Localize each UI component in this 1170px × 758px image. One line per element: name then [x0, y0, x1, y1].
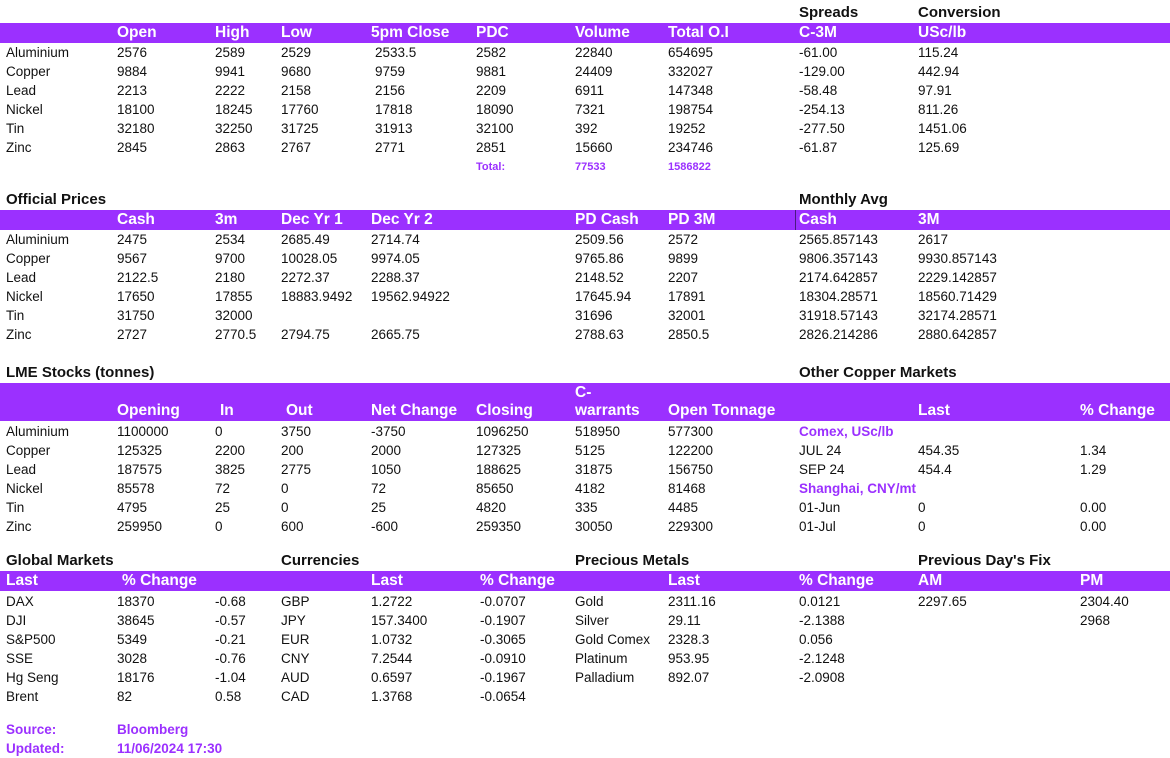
currency-code: JPY	[281, 613, 306, 628]
table-cell: 0	[215, 519, 223, 534]
table-cell: 17891	[668, 289, 706, 304]
col-header: Cash	[117, 211, 155, 228]
table-cell: 0	[215, 424, 223, 439]
table-cell: 31750	[117, 308, 155, 323]
table-cell: 2617	[918, 232, 949, 247]
table-cell: 335	[575, 500, 598, 515]
table-cell: 18245	[215, 102, 253, 117]
table-cell: -0.0910	[480, 651, 526, 666]
col-header: In	[220, 402, 234, 419]
table-cell: 654695	[668, 45, 714, 60]
table-cell: 38645	[117, 613, 155, 628]
col-header: Closing	[476, 402, 533, 419]
table-cell: 600	[281, 519, 304, 534]
table-cell: 9930.857143	[918, 251, 997, 266]
table-cell: 2180	[215, 270, 246, 285]
col-header: % Change	[799, 572, 874, 589]
col-header: PD Cash	[575, 211, 639, 228]
table-cell: 31696	[575, 308, 613, 323]
table-cell: 0.056	[799, 632, 833, 647]
table-cell: 17818	[375, 102, 413, 117]
table-cell: 2533.5	[375, 45, 417, 60]
table-cell: 122200	[668, 443, 714, 458]
table-cell: 0	[918, 500, 926, 515]
table-cell: 125.69	[918, 140, 960, 155]
table-cell: 1096250	[476, 424, 529, 439]
table-cell: 0.0121	[799, 594, 841, 609]
table-cell: 18370	[117, 594, 155, 609]
col-header: PDC	[476, 24, 509, 41]
table-cell: 892.07	[668, 670, 710, 685]
table-cell: 2714.74	[371, 232, 420, 247]
metal-name: Aluminium	[6, 424, 70, 439]
table-cell: 198754	[668, 102, 714, 117]
table-cell: 0	[281, 500, 289, 515]
table-cell: -2.0908	[799, 670, 845, 685]
col-header: PD 3M	[668, 211, 716, 228]
table-cell: 30050	[575, 519, 613, 534]
table-cell: 7321	[575, 102, 606, 117]
official-prices-title: Official Prices	[6, 191, 107, 208]
table-cell: 9881	[476, 64, 507, 79]
table-cell: 9899	[668, 251, 699, 266]
metal-name: Copper	[6, 64, 51, 79]
table-cell: 82	[117, 689, 133, 704]
table-cell: 2770.5	[215, 327, 257, 342]
col-header: % Change	[1080, 402, 1155, 419]
table-cell: 0.00	[1080, 519, 1107, 534]
metal-name: Zinc	[6, 140, 32, 155]
table-cell: 1.34	[1080, 443, 1107, 458]
col-header: Last	[371, 572, 403, 589]
table-cell: -0.57	[215, 613, 246, 628]
col-header: Cash	[799, 211, 837, 228]
updated-value: 11/06/2024 17:30	[117, 741, 223, 756]
conversion-title: Conversion	[918, 4, 1001, 21]
table-cell: 2589	[215, 45, 246, 60]
index-name: DAX	[6, 594, 34, 609]
table-cell: 1.3768	[371, 689, 413, 704]
table-cell: 72	[371, 481, 387, 496]
table-cell: 3028	[117, 651, 148, 666]
col-header: USc/lb	[918, 24, 967, 41]
table-cell: -58.48	[799, 83, 838, 98]
table-cell: 2229.142857	[918, 270, 997, 285]
precious-metals-title: Precious Metals	[575, 552, 690, 569]
table-cell: 31875	[575, 462, 613, 477]
contract-name: 01-Jun	[799, 500, 841, 515]
metal-name: Aluminium	[6, 232, 70, 247]
table-cell: 17650	[117, 289, 155, 304]
table-cell: 2207	[668, 270, 699, 285]
metal-name: Palladium	[575, 670, 635, 685]
table-cell: 0.6597	[371, 670, 413, 685]
table-cell: 2148.52	[575, 270, 624, 285]
table-cell: 18090	[476, 102, 514, 117]
table-cell: 392	[575, 121, 598, 136]
table-cell: -3750	[371, 424, 406, 439]
table-cell: 2565.857143	[799, 232, 878, 247]
table-cell: 31913	[375, 121, 413, 136]
col-header: Dec Yr 2	[371, 211, 433, 228]
col-header: 3M	[918, 211, 940, 228]
table-cell: 15660	[575, 140, 613, 155]
table-cell: 17645.94	[575, 289, 632, 304]
table-cell: 2851	[476, 140, 507, 155]
table-cell: 1451.06	[918, 121, 967, 136]
table-cell: 1.29	[1080, 462, 1107, 477]
col-header: C-	[575, 384, 592, 401]
table-cell: 188625	[476, 462, 522, 477]
col-header: Low	[281, 24, 312, 41]
source-label: Source:	[6, 722, 57, 737]
col-header: warrants	[575, 402, 640, 419]
table-cell: 2863	[215, 140, 246, 155]
col-header: AM	[918, 572, 943, 589]
metal-name: Lead	[6, 462, 37, 477]
table-cell: 10028.05	[281, 251, 338, 266]
metal-name: Zinc	[6, 327, 32, 342]
table-cell: 518950	[575, 424, 621, 439]
currency-code: GBP	[281, 594, 310, 609]
table-cell: 2000	[371, 443, 402, 458]
table-cell: 229300	[668, 519, 714, 534]
table-cell: 953.95	[668, 651, 710, 666]
col-header: 5pm Close	[371, 24, 450, 41]
table-cell: -61.00	[799, 45, 838, 60]
table-cell: 2880.642857	[918, 327, 997, 342]
table-cell: 18304.28571	[799, 289, 878, 304]
metal-name: Platinum	[575, 651, 628, 666]
metal-name: Copper	[6, 443, 51, 458]
table-cell: 1050	[371, 462, 402, 477]
table-cell: 157.3400	[371, 613, 428, 628]
table-cell: -2.1248	[799, 651, 845, 666]
table-cell: 0	[918, 519, 926, 534]
table-cell: 9765.86	[575, 251, 624, 266]
table-cell: 2788.63	[575, 327, 624, 342]
table-cell: 72	[215, 481, 231, 496]
contract-name: JUL 24	[799, 443, 842, 458]
table-cell: 2771	[375, 140, 406, 155]
table-cell: -0.1967	[480, 670, 526, 685]
currencies-title: Currencies	[281, 552, 360, 569]
table-cell: 31918.57143	[799, 308, 878, 323]
table-cell: 18100	[117, 102, 155, 117]
spreads-title: Spreads	[799, 4, 859, 21]
metal-name: Nickel	[6, 289, 43, 304]
table-cell: 2156	[375, 83, 406, 98]
table-cell: 454.4	[918, 462, 952, 477]
contract-name: SEP 24	[799, 462, 845, 477]
table-cell: 332027	[668, 64, 714, 79]
table-cell: -254.13	[799, 102, 845, 117]
table-cell: 2665.75	[371, 327, 420, 342]
table-cell: 25	[215, 500, 231, 515]
other-copper-title: Other Copper Markets	[799, 364, 957, 381]
table-cell: 1100000	[117, 424, 169, 439]
updated-label: Updated:	[6, 741, 65, 756]
contract-name: 01-Jul	[799, 519, 836, 534]
table-cell: 4795	[117, 500, 148, 515]
total-label: Total:	[476, 161, 506, 173]
table-cell: 2222	[215, 83, 246, 98]
table-cell: 2328.3	[668, 632, 710, 647]
table-cell: 2767	[281, 140, 312, 155]
table-cell: 2582	[476, 45, 507, 60]
table-cell: 32174.28571	[918, 308, 997, 323]
table-cell: 147348	[668, 83, 714, 98]
total-volume: 77533	[575, 161, 606, 173]
table-cell: 85578	[117, 481, 155, 496]
table-cell: 2158	[281, 83, 312, 98]
table-cell: 9884	[117, 64, 148, 79]
currency-code: AUD	[281, 670, 310, 685]
table-cell: 2845	[117, 140, 148, 155]
col-header: Last	[918, 402, 950, 419]
table-cell: 234746	[668, 140, 714, 155]
currency-code: EUR	[281, 632, 310, 647]
col-header: Last	[668, 572, 700, 589]
table-cell: -0.76	[215, 651, 246, 666]
table-cell: 9941	[215, 64, 246, 79]
index-name: Brent	[6, 689, 39, 704]
table-cell: 2213	[117, 83, 148, 98]
market-group-label: Shanghai, CNY/mt	[799, 481, 917, 496]
table-cell: 31725	[281, 121, 319, 136]
table-cell: 9806.357143	[799, 251, 878, 266]
table-cell: 9700	[215, 251, 246, 266]
source-value: Bloomberg	[117, 722, 189, 737]
total-oi: 1586822	[668, 161, 711, 173]
table-cell: 259350	[476, 519, 522, 534]
metal-name: Tin	[6, 500, 25, 515]
metal-name: Aluminium	[6, 45, 70, 60]
header-divider	[795, 210, 796, 230]
table-cell: 9680	[281, 64, 312, 79]
lme-stocks-title: LME Stocks (tonnes)	[6, 364, 155, 381]
table-cell: 0.58	[215, 689, 242, 704]
table-cell: 4182	[575, 481, 606, 496]
monthly-avg-title: Monthly Avg	[799, 191, 888, 208]
table-cell: 32100	[476, 121, 514, 136]
table-cell: -0.0654	[480, 689, 526, 704]
table-cell: -2.1388	[799, 613, 845, 628]
col-header: 3m	[215, 211, 238, 228]
table-cell: 81468	[668, 481, 706, 496]
table-cell: -0.1907	[480, 613, 526, 628]
metal-name: Lead	[6, 83, 37, 98]
table-cell: 2288.37	[371, 270, 420, 285]
table-cell: 24409	[575, 64, 613, 79]
table-cell: -61.87	[799, 140, 838, 155]
table-cell: 577300	[668, 424, 714, 439]
global-markets-title: Global Markets	[6, 552, 114, 569]
table-cell: 3750	[281, 424, 312, 439]
table-cell: 2576	[117, 45, 148, 60]
col-header: Total O.I	[668, 24, 729, 41]
table-cell: 115.24	[918, 45, 959, 60]
table-cell: 25	[371, 500, 387, 515]
table-cell: 5125	[575, 443, 606, 458]
table-cell: 9567	[117, 251, 148, 266]
col-header: Open	[117, 24, 157, 41]
table-cell: 0.00	[1080, 500, 1107, 515]
table-cell: 0	[281, 481, 289, 496]
table-cell: 18176	[117, 670, 155, 685]
table-cell: 18883.9492	[281, 289, 353, 304]
metal-name: Silver	[575, 613, 609, 628]
table-cell: 2209	[476, 83, 507, 98]
table-cell: -277.50	[799, 121, 845, 136]
table-cell: 2475	[117, 232, 148, 247]
col-header: Last	[6, 572, 38, 589]
table-cell: 5349	[117, 632, 148, 647]
table-cell: 2794.75	[281, 327, 330, 342]
table-cell: -600	[371, 519, 399, 534]
table-cell: 2534	[215, 232, 246, 247]
table-cell: 1.0732	[371, 632, 413, 647]
table-cell: -1.04	[215, 670, 246, 685]
col-header: C-3M	[799, 24, 837, 41]
table-cell: 2826.214286	[799, 327, 878, 342]
table-cell: 2311.16	[668, 594, 716, 609]
index-name: DJI	[6, 613, 27, 628]
metal-name: Tin	[6, 308, 25, 323]
currency-code: CAD	[281, 689, 310, 704]
table-cell: 32250	[215, 121, 253, 136]
table-cell: 156750	[668, 462, 714, 477]
table-cell: -0.0707	[480, 594, 526, 609]
table-cell: 442.94	[918, 64, 960, 79]
table-cell: -0.21	[215, 632, 246, 647]
table-cell: 32000	[215, 308, 253, 323]
table-cell: 7.2544	[371, 651, 413, 666]
table-cell: 2529	[281, 45, 312, 60]
fix-value: 2304.40	[1080, 594, 1129, 609]
market-group-label: Comex, USc/lb	[799, 424, 894, 439]
col-header: High	[215, 24, 250, 41]
index-name: SSE	[6, 651, 34, 666]
index-name: Hg Seng	[6, 670, 59, 685]
table-cell: 9974.05	[371, 251, 420, 266]
table-cell: 97.91	[918, 83, 952, 98]
table-cell: 187575	[117, 462, 163, 477]
col-header: % Change	[480, 572, 555, 589]
table-cell: 3825	[215, 462, 246, 477]
metal-name: Nickel	[6, 102, 43, 117]
table-cell: -129.00	[799, 64, 845, 79]
metal-name: Lead	[6, 270, 37, 285]
table-cell: 1.2722	[371, 594, 413, 609]
col-header: Volume	[575, 24, 630, 41]
table-cell: -0.3065	[480, 632, 526, 647]
table-cell: 127325	[476, 443, 522, 458]
table-cell: 125325	[117, 443, 163, 458]
table-cell: 17760	[281, 102, 319, 117]
metal-name: Gold Comex	[575, 632, 651, 647]
previous-fix-title: Previous Day's Fix	[918, 552, 1051, 569]
col-header: Net Change	[371, 402, 458, 419]
table-cell: 9759	[375, 64, 406, 79]
table-cell: 2200	[215, 443, 246, 458]
table-cell: 32001	[668, 308, 706, 323]
table-cell: 2850.5	[668, 327, 710, 342]
col-header: % Change	[122, 572, 197, 589]
table-cell: 2272.37	[281, 270, 330, 285]
index-name: S&P500	[6, 632, 56, 647]
table-cell: 85650	[476, 481, 514, 496]
col-header: Open Tonnage	[668, 402, 776, 419]
fix-value: 2297.65	[918, 594, 967, 609]
col-header: Out	[286, 402, 313, 419]
table-cell: 2122.5	[117, 270, 159, 285]
col-header: Dec Yr 1	[281, 211, 343, 228]
table-cell: 200	[281, 443, 304, 458]
currency-code: CNY	[281, 651, 310, 666]
table-cell: 29.11	[668, 613, 701, 628]
metal-name: Nickel	[6, 481, 43, 496]
table-cell: 2775	[281, 462, 312, 477]
table-cell: 2174.642857	[799, 270, 878, 285]
table-cell: 4820	[476, 500, 507, 515]
table-cell: 2572	[668, 232, 699, 247]
table-cell: 6911	[575, 83, 605, 98]
table-cell: 811.26	[918, 102, 959, 117]
table-cell: 19252	[668, 121, 706, 136]
table-cell: 2685.49	[281, 232, 330, 247]
table-cell: 4485	[668, 500, 699, 515]
table-cell: 19562.94922	[371, 289, 450, 304]
table-cell: 18560.71429	[918, 289, 997, 304]
table-cell: 22840	[575, 45, 613, 60]
col-header: PM	[1080, 572, 1104, 589]
metal-name: Zinc	[6, 519, 32, 534]
table-cell: 2509.56	[575, 232, 624, 247]
col-header: Opening	[117, 402, 180, 419]
table-cell: -0.68	[215, 594, 246, 609]
metal-name: Copper	[6, 251, 51, 266]
table-cell: 17855	[215, 289, 253, 304]
table-cell: 32180	[117, 121, 155, 136]
table-cell: 259950	[117, 519, 163, 534]
metal-name: Tin	[6, 121, 25, 136]
table-cell: 2727	[117, 327, 148, 342]
table-cell: 454.35	[918, 443, 960, 458]
fix-value: 2968	[1080, 613, 1111, 628]
metal-name: Gold	[575, 594, 604, 609]
